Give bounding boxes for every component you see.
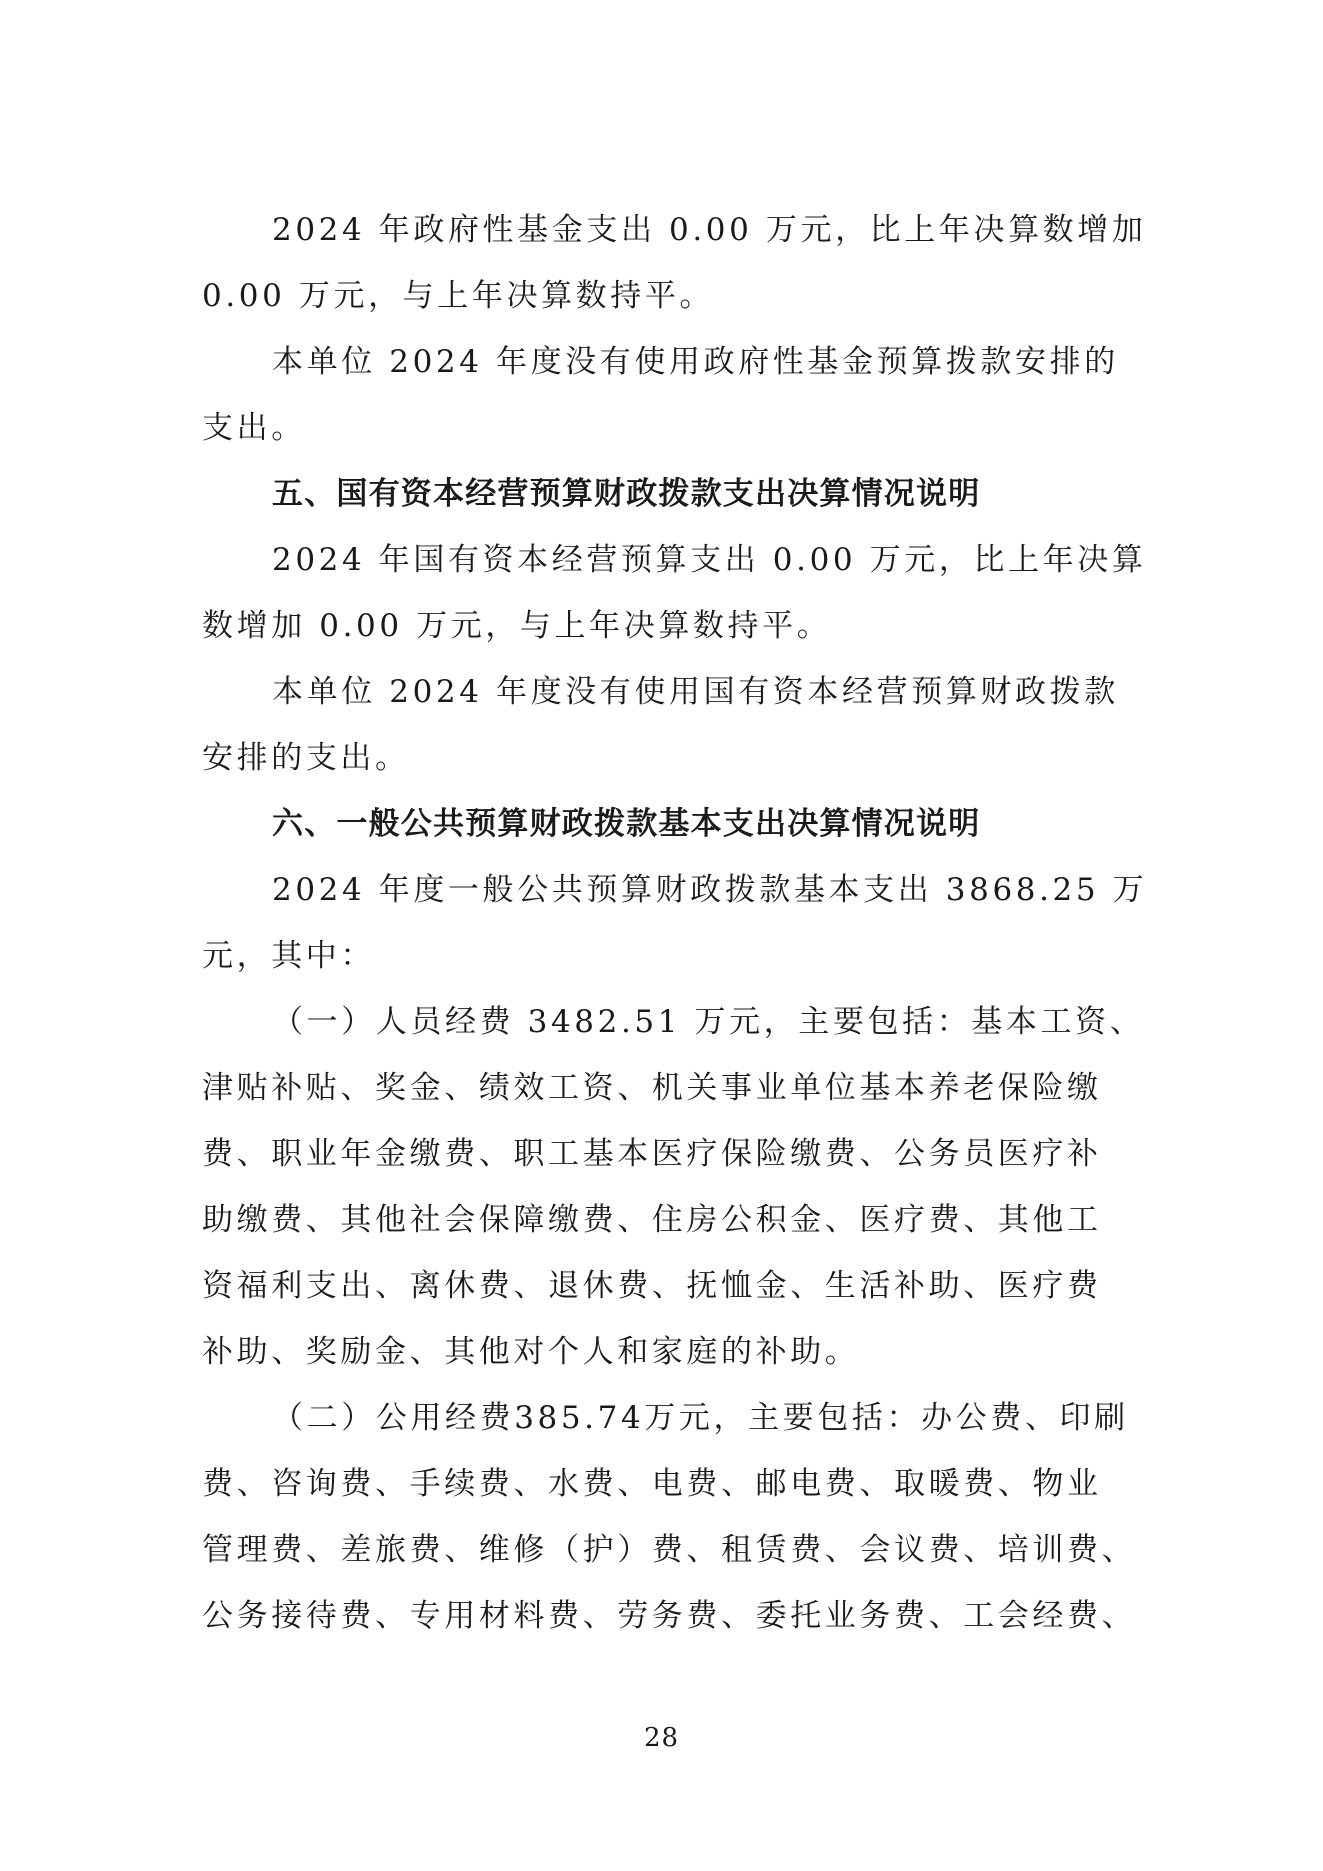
paragraph-line: 2024 年国有资本经营预算支出 0.00 万元，比上年决算 [272, 542, 1147, 578]
paragraph-line: 补助、奖励金、其他对个人和家庭的补助。 [202, 1334, 860, 1370]
paragraph-line: 本单位 2024 年度没有使用政府性基金预算拨款安排的 [272, 344, 1119, 380]
page-number: 28 [643, 1723, 680, 1753]
paragraph-line: 助缴费、其他社会保障缴费、住房公积金、医疗费、其他工 [202, 1202, 1102, 1238]
paragraph-line: （一）人员经费 3482.51 万元，主要包括：基本工资、 [272, 1004, 1145, 1040]
paragraph-line: 2024 年度一般公共预算财政拨款基本支出 3868.25 万 [272, 872, 1148, 908]
paragraph-line: 费、职业年金缴费、职工基本医疗保险缴费、公务员医疗补 [202, 1136, 1102, 1172]
paragraph-line: 公务接待费、专用材料费、劳务费、委托业务费、工会经费、 [202, 1598, 1137, 1634]
paragraph-line: 本单位 2024 年度没有使用国有资本经营预算财政拨款 [272, 674, 1119, 710]
paragraph-line: （二）公用经费385.74万元，主要包括：办公费、印刷 [272, 1400, 1129, 1436]
paragraph-line: 安排的支出。 [202, 740, 410, 776]
paragraph-line: 支出。 [202, 410, 306, 446]
paragraph-line: 费、咨询费、手续费、水费、电费、邮电费、取暖费、物业 [202, 1466, 1102, 1502]
paragraph-line: 资福利支出、离休费、退休费、抚恤金、生活补助、医疗费 [202, 1268, 1102, 1304]
section-heading: 五、国有资本经营预算财政拨款支出决算情况说明 [272, 476, 981, 512]
section-heading: 六、一般公共预算财政拨款基本支出决算情况说明 [272, 806, 981, 842]
paragraph-line: 元，其中： [202, 938, 375, 974]
paragraph-line: 津贴补贴、奖金、绩效工资、机关事业单位基本养老保险缴 [202, 1070, 1102, 1106]
paragraph-line: 2024 年政府性基金支出 0.00 万元，比上年决算数增加 [272, 212, 1147, 248]
paragraph-line: 数增加 0.00 万元，与上年决算数持平。 [202, 608, 832, 644]
paragraph-line: 管理费、差旅费、维修（护）费、租赁费、会议费、培训费、 [202, 1532, 1137, 1568]
paragraph-line: 0.00 万元，与上年决算数持平。 [202, 278, 715, 314]
